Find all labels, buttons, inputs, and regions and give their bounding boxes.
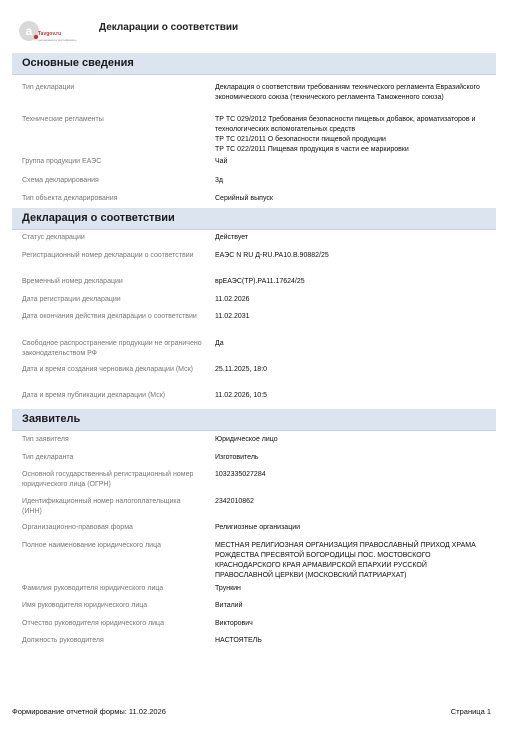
field-label: Основной государственный регистрационный номер юридического лица (ОГРН) [22,471,194,488]
field-value: Викторович [215,620,253,627]
field-label: Имя руководителя юридического лица [22,602,148,609]
section-title: Декларация о соответствии [22,212,175,224]
field-label: Тип декларации [22,84,75,91]
logo-subtitle: декларации и сертификаты [38,38,77,42]
field-value: 11.02.2026 [215,296,250,303]
svg-text:a: a [25,24,33,38]
field-value: Да [215,340,224,347]
document-title: Декларации о соответствии [99,22,239,33]
field-value: 11.02.2026, 10:5 [215,392,268,399]
field-label: Временный номер декларации [22,278,123,285]
field-label: Дата регистрации декларации [22,296,121,303]
field-label: Группа продукции ЕАЭС [22,158,102,165]
field-label: Полное наименование юридического лица [22,542,161,549]
field-label: Свободное распространение продукции не ограничено законодательством РФ [22,340,202,357]
field-value: Изготовитель [215,454,259,461]
section-title: Основные сведения [22,57,134,69]
field-value: Серийный выпуск [215,195,273,202]
field-value: 2342010862 [215,498,254,505]
field-value: Чай [215,158,228,165]
field-label: Тип декларанта [22,454,74,461]
field-label: Фамилия руководителя юридического лица [22,585,164,592]
field-label: Дата и время публикации декларации (Мск) [22,392,166,399]
field-value: Религиозные организации [215,524,301,531]
section-basic-info [12,53,496,75]
logo-icon [18,20,40,42]
field-value: 25.11.2025, 18:0 [215,366,268,373]
field-value: Виталий [215,602,243,609]
field-label: Тип объекта декларирования [22,195,118,202]
page-number: Страница 1 [450,707,491,716]
field-label: Технические регламенты [22,116,104,123]
field-value: ЕАЭС N RU Д-RU.PA10.B.90882/25 [215,252,329,259]
field-value: Декларация о соответствии требованиям технического регламента Евразийского экономического союза (технического регламента Таможенного союза) [215,84,480,101]
regulation-item: ТР ТС 021/2011 О безопасности пищевой продукции [215,136,386,143]
regulation-item: ТР ТС 022/2011 Пищевая продукция в части ее маркировки [215,146,409,153]
page-header [0,0,513,48]
field-value: Действует [215,234,249,241]
field-value: 3д [215,177,223,184]
section-declaration [12,208,496,230]
field-value: врЕАЭС(TP).PA11.17624/25 [215,278,305,285]
field-label: Статус декларации [22,234,85,241]
field-label: Организационно-правовая форма [22,524,133,531]
field-value: Юридическое лицо [215,436,278,443]
field-label: Должность руководителя [22,637,104,644]
field-label: Дата окончания действия декларации о соответствии [22,313,197,320]
field-value: 11.02.2031 [215,313,250,320]
field-label: Дата и время создания черновика декларации (Мск) [22,366,193,373]
section-title: Заявитель [22,413,81,425]
section-applicant [12,409,496,431]
logo-text: Tavgov.ru [38,31,62,37]
field-value: МЕСТНАЯ РЕЛИГИОЗНАЯ ОРГАНИЗАЦИЯ ПРАВОСЛАВНЫЙ ПРИХОД ХРАМА РОЖДЕСТВА ПРЕСВЯТОЙ БОГОРОДИЦЫ ПОС. МОСТОВСКОГО КРАСНОДАРСКОГО КРАЯ АРМАВИРСКОЙ ЕПАРХИИ РУССКОЙ ПРАВОСЛАВНОЙ ЦЕРКВИ (МОСКОВСКИЙ ПАТРИАРХАТ) [215,542,476,579]
field-label: Тип заявителя [22,436,69,443]
field-label: Идентификационный номер налогоплательщика (ИНН) [22,498,181,515]
field-label: Схема декларирования [22,177,99,184]
field-label: Регистрационный номер декларации о соответствии [22,252,194,259]
field-value [215,115,485,155]
field-value: Трункин [215,585,241,592]
field-label: Отчество руководителя юридического лица [22,620,164,627]
field-value: НАСТОЯТЕЛЬ [215,637,262,644]
regulation-item: ТР ТС 029/2012 Требования безопасности пищевых добавок, ароматизаторов и технологических вспомогательных средств [215,116,476,133]
report-generated-date: Формирование отчетной формы: 11.02.2026 [12,707,166,716]
field-value: 1032335027284 [215,471,266,478]
